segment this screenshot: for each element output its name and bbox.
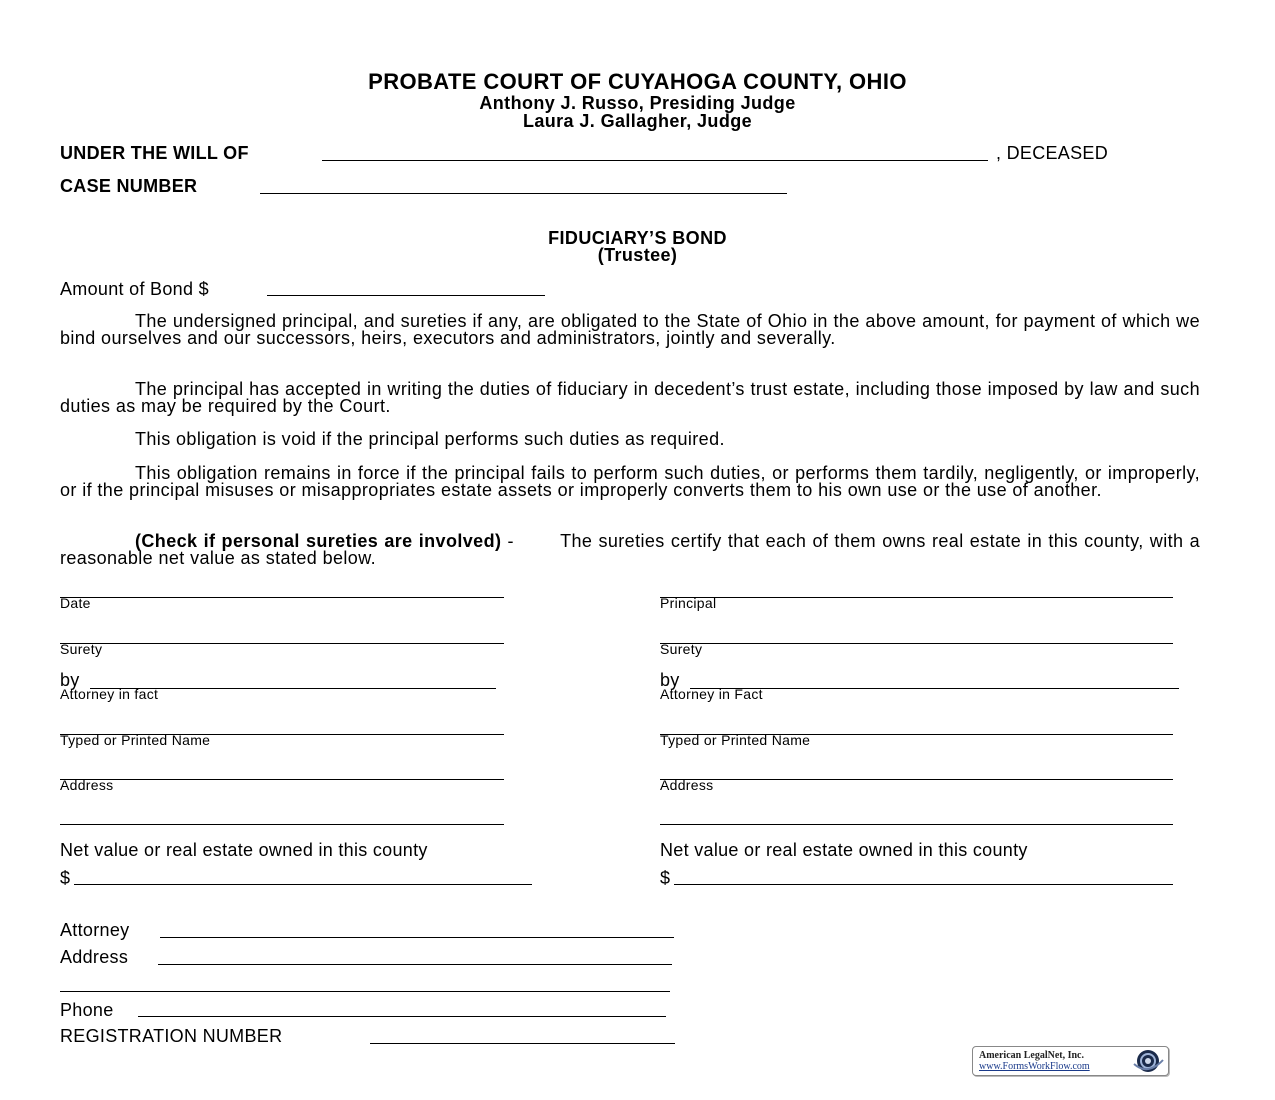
- left-by-label: by: [60, 670, 80, 690]
- right-net-value-field[interactable]: [674, 884, 1173, 885]
- paragraph-5-text: The sureties certify that each of them owns real estate in this county, with a reasonable net value as stated below.: [60, 531, 1200, 568]
- right-typed-name-label: Typed or Printed Name: [660, 732, 811, 748]
- right-address-line2-field[interactable]: [660, 824, 1173, 825]
- left-net-value-label: Net value or real estate owned in this county: [60, 840, 428, 860]
- globe-icon: [1130, 1048, 1166, 1074]
- principal-field[interactable]: [660, 597, 1173, 598]
- court-title: PROBATE COURT OF CUYAHOGA COUNTY, OHIO: [368, 69, 907, 94]
- sureties-check-label[interactable]: (Check if personal sureties are involved): [135, 531, 502, 551]
- logo-url[interactable]: www.FormsWorkFlow.com: [979, 1061, 1090, 1072]
- right-dollar-label: $: [660, 868, 671, 888]
- left-net-value-field[interactable]: [74, 884, 532, 885]
- phone-field[interactable]: [138, 1016, 666, 1017]
- left-surety-label: Surety: [60, 641, 103, 657]
- right-address-label: Address: [660, 777, 714, 793]
- presiding-judge: Anthony J. Russo, Presiding Judge: [479, 93, 796, 113]
- date-label: Date: [60, 595, 91, 611]
- left-typed-name-label: Typed or Printed Name: [60, 732, 211, 748]
- paragraph-2-text: The principal has accepted in writing the duties of fiduciary in decedent’s trust estate, including those imposed by law and such duties as may be required by the Court.: [60, 379, 1200, 416]
- paragraph-duties: [60, 381, 1200, 415]
- sureties-dash: -: [501, 531, 521, 551]
- attorney-field[interactable]: [160, 937, 674, 938]
- paragraph-in-force: [60, 465, 1200, 499]
- attorney-address-line2-field[interactable]: [60, 991, 670, 992]
- will-of-label: UNDER THE WILL OF: [60, 143, 249, 163]
- bond-amount-field[interactable]: [267, 295, 545, 296]
- paragraph-1-text: The undersigned principal, and sureties if any, are obligated to the State of Ohio in the above amount, for payment of which we bind ourselves and our successors, heirs, executors and administrators, jointly and severally.: [60, 311, 1200, 348]
- attorney-label: Attorney: [60, 920, 130, 940]
- right-attorney-in-fact-field[interactable]: [690, 688, 1179, 689]
- left-surety-field[interactable]: [60, 643, 504, 644]
- left-address-label: Address: [60, 777, 114, 793]
- form-title: FIDUCIARY’S BOND: [548, 228, 727, 248]
- american-legalnet-logo[interactable]: [972, 1046, 1169, 1076]
- right-by-label: by: [660, 670, 680, 690]
- left-address-line2-field[interactable]: [60, 824, 504, 825]
- attorney-address-field[interactable]: [158, 964, 672, 965]
- paragraph-3-text: This obligation is void if the principal performs such duties as required.: [135, 429, 725, 449]
- paragraph-sureties: [60, 533, 1200, 567]
- logo-company: American LegalNet, Inc.: [979, 1050, 1084, 1061]
- registration-number-label: REGISTRATION NUMBER: [60, 1026, 283, 1046]
- left-dollar-label: $: [60, 868, 71, 888]
- principal-label: Principal: [660, 595, 717, 611]
- left-address-field[interactable]: [60, 779, 504, 780]
- judge: Laura J. Gallagher, Judge: [522, 111, 753, 131]
- right-address-field[interactable]: [660, 779, 1173, 780]
- date-field[interactable]: [60, 597, 504, 598]
- right-net-value-label: Net value or real estate owned in this county: [660, 840, 1028, 860]
- right-surety-field[interactable]: [660, 643, 1173, 644]
- case-number-label: CASE NUMBER: [60, 176, 198, 196]
- deceased-label: , DECEASED: [996, 143, 1109, 163]
- paragraph-4-text: This obligation remains in force if the principal fails to perform such duties, or performs them tardily, negligently, or improperly, or if the principal misuses or misappropriates estate assets or improperly converts them to his own use or the use of another.: [60, 463, 1200, 500]
- phone-label: Phone: [60, 1000, 114, 1020]
- attorney-address-label: Address: [60, 947, 129, 967]
- right-attorney-in-fact-label: Attorney in Fact: [660, 686, 763, 702]
- deceased-name-field[interactable]: [322, 160, 988, 161]
- right-surety-label: Surety: [660, 641, 703, 657]
- left-attorney-in-fact-label: Attorney in fact: [60, 686, 159, 702]
- bond-amount-label: Amount of Bond $: [60, 279, 209, 299]
- paragraph-obligation: [60, 313, 1200, 347]
- case-number-field[interactable]: [260, 193, 787, 194]
- paragraph-void: [60, 431, 1200, 448]
- form-subtitle: (Trustee): [597, 245, 678, 265]
- registration-number-field[interactable]: [370, 1043, 675, 1044]
